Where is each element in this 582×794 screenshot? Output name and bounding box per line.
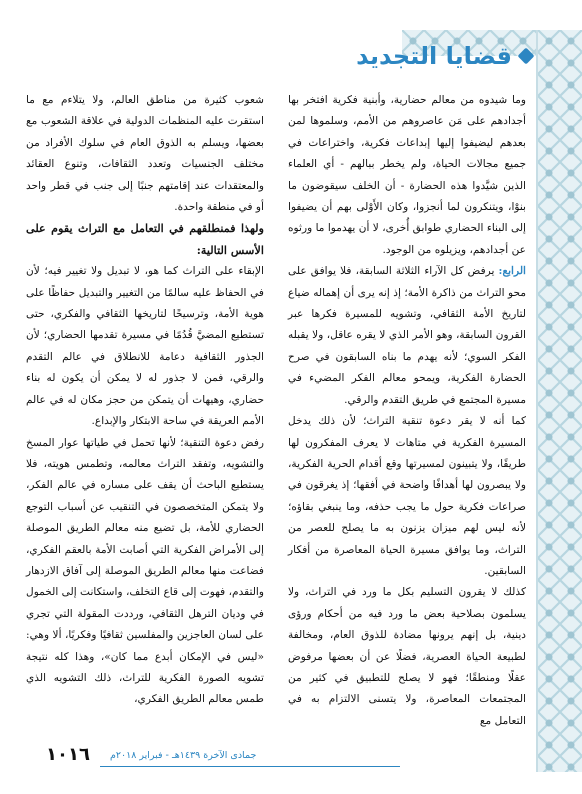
paragraph: شعوب كثيرة من مناطق العالم، ولا يتلاءم مع ما استقرت عليه المنظمات الدولية في علاقة الشعوب مع بعضها، ويسلم به الذوق العام في سلوك الأفراد من مختلف الجنسيات وتعدد الثقافات، وتنوع العقائد والمعتقدات عند إقامتهم جنبًا إلى جنب في قطر واحد أو في منطقة واحدة. [26, 94, 264, 214]
left-column [26, 90, 264, 711]
paragraph: كذلك لا يقرون التسليم بكل ما ورد في التراث، ولا يسلمون بصلاحية بعض ما ورد فيه من أحكام ورؤى دينية، بل إنهم يرونها مضادة للذوق العام، ومخالفة لطبيعة الحياة العصرية، فضلًا عن أن بعضها مرفوض عقلًا ومنطقًا؛ فهو لا يصلح للتطبيق في كثير من المجتمعات المعاصرة، ولا يتسنى الالتزام به في التعامل مع [288, 586, 526, 727]
paragraph: وما شيدوه من معالم حضارية، وأبنية فكرية افتخر بها أجدادهم على مَن عاصروهم من الأمم، وسلموها لمن بعدهم ليضيفوا إليها إبداعات فكرية، واختراعات في جميع مجالات الحياة، ولم يخطر ببالهم - أي العلماء الذين شيَّدوا هذه الحضارة - أن الخلف سيقوضون ما بنوْا، ويتنكرون لما أنجزوا، وكان الأَوْلى بهم أن يضيفوا إلى البناء الحضاري طوابق أُخرى، لا أن يهدموا ما ورثوه عن أجدادهم، ويزيلوه من الوجود. [288, 94, 526, 256]
ornamental-border-side [536, 30, 582, 772]
paragraph [288, 261, 526, 411]
section-header [356, 34, 532, 78]
header-diamond-icon [518, 48, 535, 65]
paragraph-text: يرفض كل الآراء الثلاثة السابقة، فلا يوافق على محو التراث من ذاكرة الأمة؛ إذ إنه يرى أن إهماله ضياع لتاريخ الأمة الثقافي، وتشويه للمسيرة فكرها عبر القرون السابقة، وهو الأمر الذي لا يقره عاقل، ولا يقبله الفكر السوي؛ لأنه يهدم ما بناه السابقون في صرح الحضارة الفكرية، ويمحو معالم الفكر المضيء في مسيرة المجتمع في طريق التقدم والرقي. [288, 265, 526, 406]
issue-date: جمادى الآخرة ١٤٣٩هـ - فبراير ٢٠١٨م [110, 750, 257, 761]
paragraph: رفض دعوة التنقية؛ لأنها تحمل في طياتها عوار المسخ والتشويه، وتفقد التراث معالمه، وتطمس هويته، فلا يستطيع الباحث أن يقف على مساره في عالم الفكر، ولا يتمكن المتخصصون في التنقيب عن أسباب التوجع الحضاري للأمة، بل تضيع منه معالم الطريق الموصلة إلى الأمراض الفكرية التي أصابت الأمة بالعقم الفكري، فضاعت منها معالم الطريق الموصلة إلى آفاق الازدهار والتقدم، فهوت إلى قاع التخلف، واستكانت إلى الخمول في وديان الترهل الثقافي، ورددت المقولة التي تجري على لسان العاجزين والمفلسين ثقافيًا وفكريًا، ألا وهي: «ليس في الإمكان أبدع مما كان»، وهذا كله نتيجة تشويه الصورة الفكرية للتراث، ذلك التشويه الذي طمس معالم الطريق الفكري، [26, 436, 264, 706]
footer-divider [100, 766, 400, 767]
paragraph: كما أنه لا يقر دعوة تنقية التراث؛ لأن ذلك يدخل المسيرة الفكرية في متاهات لا يعرف المفكرون لها طريقًا، ولا يتبينون لمسيرتها وقع أقدام الحرية الفكرية، ولا يبصرون لها أهدافًا واضحة في أفقها؛ إذ يغرقون في صراعات فكرية حول ما يجب حذفه، وما ينبغي بقاؤه؛ لأنه ليس لهم ميزان يزنون به ما يصلح للعصر من التراث، وما يوافق مسيرة الحياة المعاصرة من أفكار السابقين. [288, 415, 526, 577]
page-number: ١٠١٦ [46, 744, 90, 765]
paragraph-lead: الرابع: [498, 265, 526, 278]
paragraph: الإبقاء على التراث كما هو، لا تبديل ولا تغيير فيه؛ لأن في الحفاظ عليه سالمًا من التغيير والتبديل حفاظًا على هوية الأمة، وترسيخًا لتاريخها الثقافي والفكري، حتى تستطيع المضيَّ قُدُمًا في مسيرة تقدمها الحضاري؛ لأن الجذور الثقافية دعامة للانطلاق في عالم التقدم والرقي، فمن لا جذور له لا يمكن أن يكون له بناء حضاري، وهيهات أن يتمكن من حجز مكان له في عالم الأمم العريقة في ساحة الابتكار والإبداع. [26, 265, 264, 428]
right-column [288, 90, 526, 732]
section-title: قضايا التجديد [356, 42, 512, 70]
subheading: ولهذا فمنطلقهم في التعامل مع التراث يقوم على الأسس التالية: [26, 221, 264, 257]
